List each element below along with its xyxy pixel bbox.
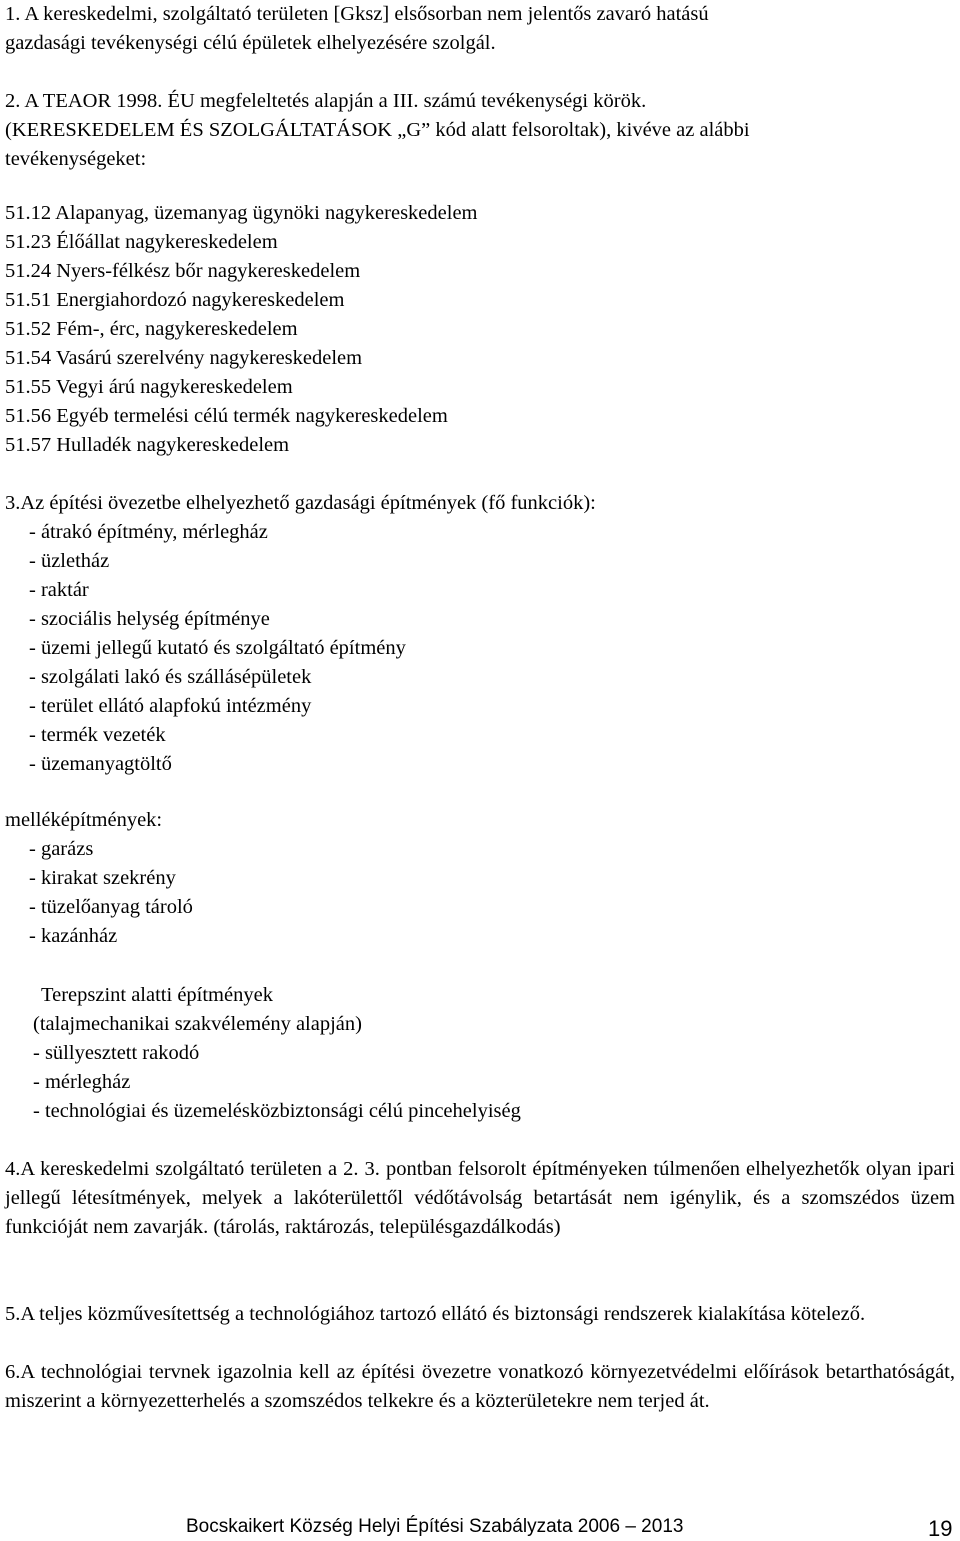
- list-item: 51.54 Vasárú szerelvény nagykereskedelem: [5, 347, 363, 369]
- section-2-line: 2. A TEAOR 1998. ÉU megfeleltetés alapján a III. számú tevékenységi körök.: [5, 90, 647, 112]
- list-item: - üzemanyagtöltő: [29, 753, 172, 775]
- list-item: - raktár: [29, 579, 89, 601]
- list-item: 51.24 Nyers-félkész bőr nagykereskedelem: [5, 260, 361, 282]
- section-5: 5.A teljes közművesítettség a technológiához tartozó ellátó és biztonsági rendszerek kialakítása kötelező.: [5, 1303, 866, 1325]
- section-1-line: gazdasági tevékenységi célú épületek elhelyezésére szolgál.: [5, 32, 496, 54]
- section-3-heading: 3.Az építési övezetbe elhelyezhető gazdasági építmények (fő funkciók):: [5, 492, 596, 514]
- underground-heading: Terepszint alatti építmények: [41, 984, 273, 1006]
- underground-list: [5, 1010, 955, 1126]
- list-item: - termék vezeték: [29, 724, 166, 746]
- section-4: 4.A kereskedelmi szolgáltató területen a 2. 3. pontban felsorolt építményeken túlmenően elhelyezhetők olyan ipari jellegű létesítmények, melyek a lakóterülettől védőtávolság betartását nem igénylik, és a szomszédos üzem funkcióját nem zavarják. (tárolás, raktározás, településgazdálkodás): [5, 1158, 955, 1238]
- section-2-line: (KERESKEDELEM ÉS SZOLGÁLTATÁSOK „G” kód alatt felsoroltak), kivéve az alábbi: [5, 119, 750, 141]
- auxiliary-list: [5, 835, 955, 951]
- underground-subheading: (talajmechanikai szakvélemény alapján): [33, 1013, 362, 1035]
- list-item: 51.55 Vegyi árú nagykereskedelem: [5, 376, 293, 398]
- auxiliary-heading: melléképítmények:: [5, 809, 163, 831]
- list-item: - terület ellátó alapfokú intézmény: [29, 695, 312, 717]
- underground-buildings: [5, 981, 955, 1126]
- list-item: - üzemi jellegű kutató és szolgáltató építmény: [29, 637, 406, 659]
- section-1-line: 1. A kereskedelmi, szolgáltató területen [Gksz] elsősorban nem jelentős zavaró hatású: [5, 3, 709, 25]
- list-item: - mérlegház: [33, 1071, 131, 1093]
- section-3: [5, 489, 955, 779]
- list-item: 51.52 Fém-, érc, nagykereskedelem: [5, 318, 298, 340]
- list-item: 51.12 Alapanyag, üzemanyag ügynöki nagykereskedelem: [5, 202, 478, 224]
- list-item: - kirakat szekrény: [29, 867, 176, 889]
- main-functions-list: [5, 518, 955, 779]
- excluded-activities-list: [5, 199, 955, 460]
- list-item: - süllyesztett rakodó: [33, 1042, 200, 1064]
- section-2-line: tevékenységeket:: [5, 148, 147, 170]
- section-2: [5, 87, 955, 174]
- list-item: - kazánház: [29, 925, 118, 947]
- footer-title: Bocskaikert Község Helyi Építési Szabályzata 2006 – 2013: [186, 1516, 684, 1537]
- list-item: - szociális helység építménye: [29, 608, 270, 630]
- section-1: [5, 0, 955, 58]
- list-item: 51.23 Élőállat nagykereskedelem: [5, 231, 278, 253]
- list-item: 51.56 Egyéb termelési célú termék nagykereskedelem: [5, 405, 448, 427]
- list-item: - üzletház: [29, 550, 110, 572]
- list-item: - átrakó építmény, mérlegház: [29, 521, 268, 543]
- auxiliary-buildings: [5, 806, 955, 951]
- list-item: - szolgálati lakó és szállásépületek: [29, 666, 312, 688]
- list-item: - technológiai és üzemelésközbiztonsági célú pincehelyiség: [33, 1100, 521, 1122]
- list-item: 51.51 Energiahordozó nagykereskedelem: [5, 289, 345, 311]
- section-6: 6.A technológiai tervnek igazolnia kell az építési övezetre vonatkozó környezetvédelmi előírások betarthatóságát, miszerint a környezetterhelés a szomszédos telkekre és a közterületekre nem terjed át.: [5, 1361, 955, 1412]
- list-item: - tüzelőanyag tároló: [29, 896, 193, 918]
- list-item: - garázs: [29, 838, 94, 860]
- page-number: 19: [928, 1516, 953, 1541]
- list-item: 51.57 Hulladék nagykereskedelem: [5, 434, 290, 456]
